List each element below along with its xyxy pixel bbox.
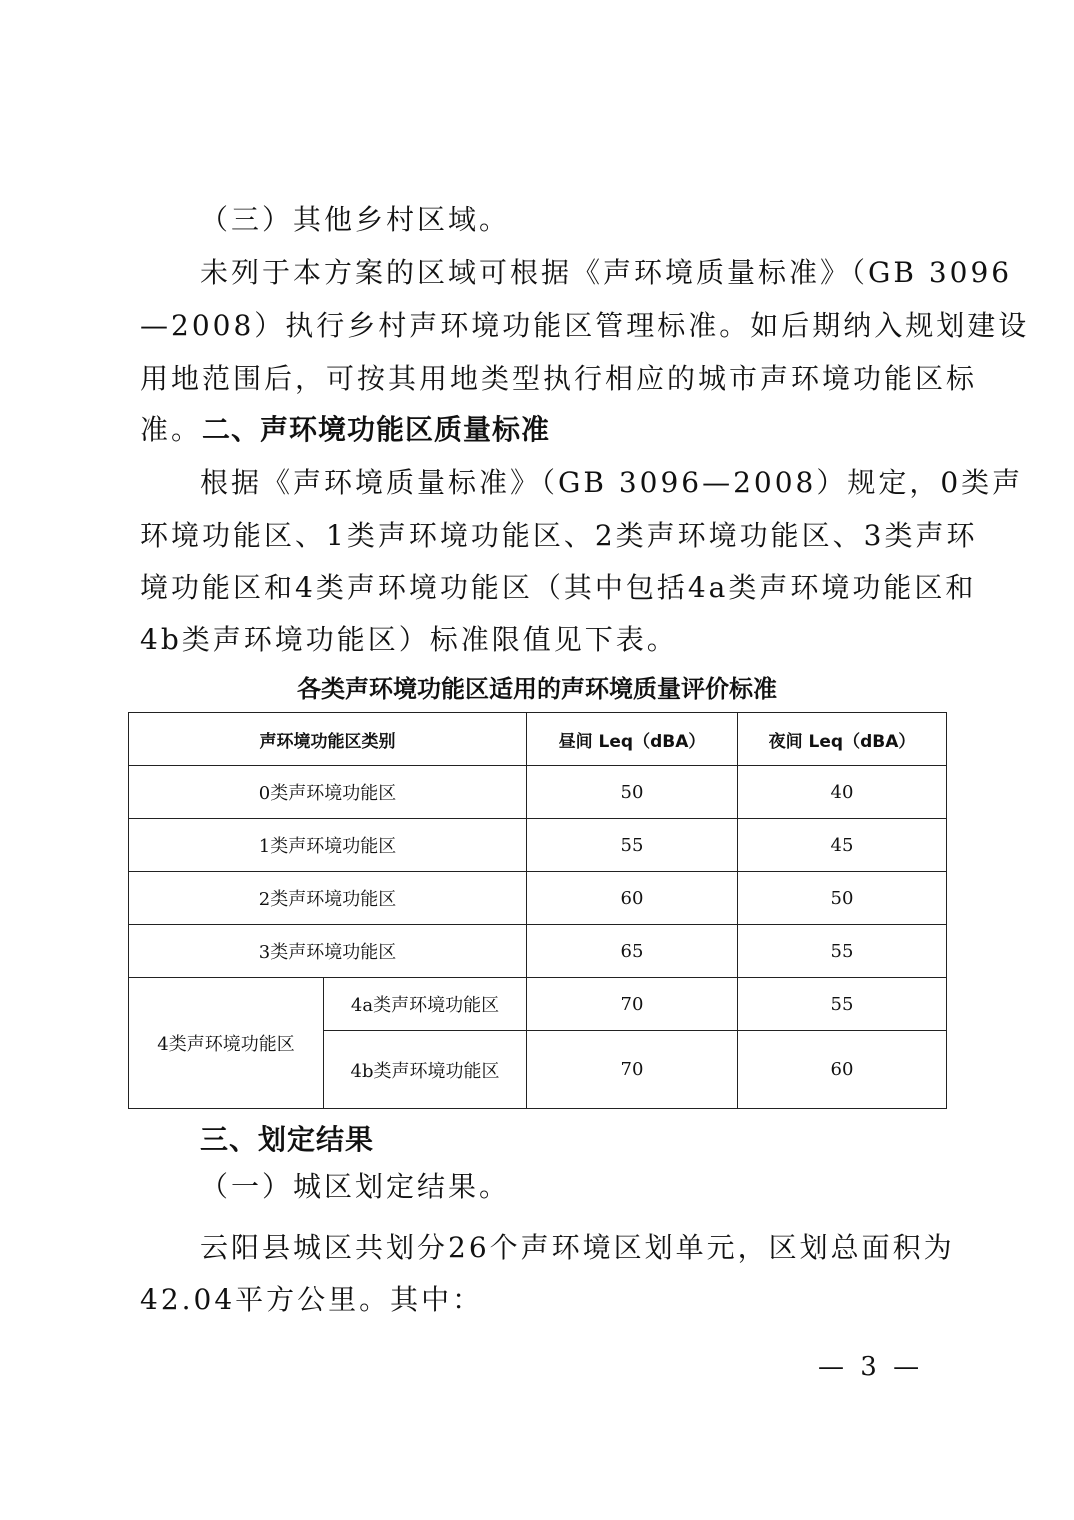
cell-subcategory: 4b类声环境功能区 [324,1031,527,1109]
paragraph-line: 境功能区和4类声环境功能区（其中包括4a类声环境功能区和 [140,571,977,604]
header-day: 昼间 Leq（dBA） [527,713,738,766]
cell-category: 1类声环境功能区 [129,819,527,872]
noise-standard-table [128,712,947,1109]
table-row [129,819,947,872]
cell-subcategory: 4a类声环境功能区 [324,978,527,1031]
cell-day: 55 [527,819,738,872]
cell-day: 70 [527,978,738,1031]
header-night: 夜间 Leq（dBA） [738,713,947,766]
paragraph-line: 用地范围后，可按其用地类型执行相应的城市声环境功能区标 [140,362,978,395]
cell-category: 0类声环境功能区 [129,766,527,819]
cell-night: 60 [738,1031,947,1109]
paragraph-line: 环境功能区、1类声环境功能区、2类声环境功能区、3类声环 [140,519,978,552]
table-row [129,766,947,819]
paragraph-line: 云阳县城区共划分26个声环境区划单元，区划总面积为 [200,1231,955,1264]
cell-day: 60 [527,872,738,925]
table-caption: 各类声环境功能区适用的声环境质量评价标准 [297,675,777,703]
paragraph-line: 4b类声环境功能区）标准限值见下表。 [140,623,678,656]
cell-night: 45 [738,819,947,872]
section-heading-2: 二、声环境功能区质量标准 [202,413,551,446]
cell-category: 3类声环境功能区 [129,925,527,978]
cell-day: 50 [527,766,738,819]
cell-day: 65 [527,925,738,978]
table-header-row [129,713,947,766]
paragraph-line: 42.04平方公里。其中： [140,1283,484,1316]
table-row [129,872,947,925]
paragraph-line: 根据《声环境质量标准》（GB 3096—2008）规定，0类声 [200,466,1024,499]
subsection-heading-urban: （一）城区划定结果。 [200,1170,511,1203]
section-heading-3: 三、划定结果 [200,1123,375,1156]
table-row [129,925,947,978]
cell-night: 50 [738,872,947,925]
paragraph-line-mixed [140,410,940,450]
paragraph-line: —2008）执行乡村声环境功能区管理标准。如后期纳入规划建设 [140,309,1030,342]
paragraph-line: 准。 [140,413,203,446]
page-number: — 3 — [818,1352,924,1382]
paragraph-line: 未列于本方案的区域可根据《声环境质量标准》（GB 3096 [200,256,1013,289]
subsection-heading-other-rural: （三）其他乡村区域。 [200,203,511,236]
cell-day: 70 [527,1031,738,1109]
header-category: 声环境功能区类别 [129,713,527,766]
table-row [129,978,947,1031]
cell-night: 40 [738,766,947,819]
cell-night: 55 [738,978,947,1031]
cell-night: 55 [738,925,947,978]
cell-group-category: 4类声环境功能区 [129,978,324,1109]
cell-category: 2类声环境功能区 [129,872,527,925]
